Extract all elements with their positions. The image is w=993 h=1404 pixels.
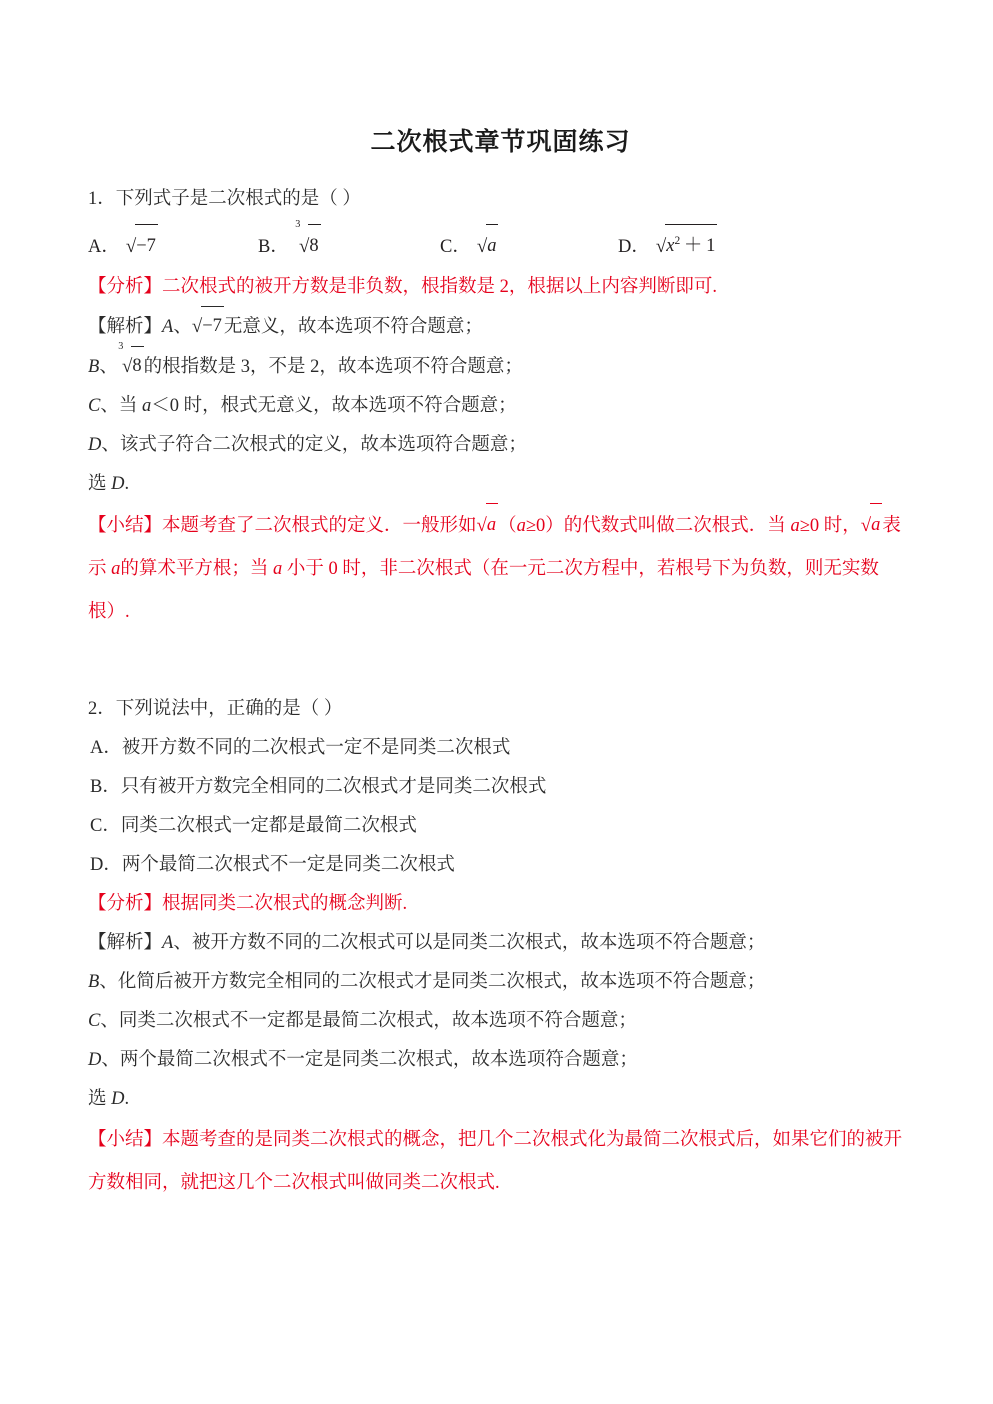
question-2-choices [88,729,913,885]
sqrt-icon: $√x^2 + 1$ [656,225,717,268]
solution-text-d: 该式子符合二次根式的定义，故本选项符合题意； [119,435,527,455]
solution-line-d [88,1041,913,1080]
choice-d[interactable]: D．两个最简二次根式不一定是同类二次根式 [90,855,455,875]
answer-letter: D [111,474,125,494]
solution-label: 【解析】 [88,933,163,953]
question-1-options [88,219,913,268]
summary-text: 本题考查的是同类二次根式的概念，把几个二次根式化为最简二次根式后，如果它们的被开方数相同，就把这几个二次根式叫做同类二次根式. [88,1130,903,1193]
question-1-stem-text: 下列式子是二次根式的是（ ） [115,189,361,209]
choice-b[interactable]: B．只有被开方数完全相同的二次根式才是同类二次根式 [90,777,547,797]
question-2-analysis [88,885,913,924]
solution-mark-a: A [162,933,174,953]
option-a-label: A． [88,237,120,257]
question-2-stem [88,690,913,729]
sqrt-icon: √a [861,504,883,548]
option-b[interactable] [258,218,440,268]
solution-text-b: 、化简后被开方数完全相同的二次根式才是同类二次根式，故本选项不符合题意； [99,972,766,992]
cube-root-icon: 3 √8 [118,347,144,387]
analysis-label: 【分析】 [88,894,163,914]
section-gap [88,634,913,690]
analysis-label: 【分析】 [88,277,163,297]
option-a-radicand: −7 [135,224,158,267]
solution-mark-c: C [88,1011,101,1031]
option-c-label: C． [440,237,471,257]
option-c-radicand: a [486,224,498,267]
summary-label: 【小结】 [88,1130,163,1150]
sqrt-icon: √a [477,504,499,548]
page-title: 二次根式章节巩固练习 [370,128,631,156]
solution-text-d: 、两个最简二次根式不一定是同类二次根式，故本选项符合题意； [101,1050,638,1070]
solution-text-a: 无意义，故本选项不符合题意； [223,317,483,337]
solution-mark-d: D [88,435,102,455]
solution-text-c: 、同类二次根式不一定都是最简二次根式，故本选项不符合题意； [100,1011,637,1031]
option-b-radicand: 8 [308,224,320,267]
solution-text-c: ＜0 时，根式无意义，故本选项不符合题意； [151,396,517,416]
question-2-solution [88,924,913,1119]
cube-root-icon: 3 √8 [295,225,321,268]
sqrt-icon: √a [477,225,499,268]
analysis-text: 二次根式的被开方数是非负数，根指数是 2，根据以上内容判断即可. [162,277,718,297]
question-1-summary: 【小结】本题考查了二次根式的定义．一般形如√a （a≥0）的代数式叫做二次根式．当 a≥0 时，√a 表示 a的算术平方根；当 a 小于 0 时，非二次根式（在一元二次方程中，若根号下为负数，则无实数根）. [88,504,913,634]
answer-letter: D [111,1089,125,1109]
question-1-block [88,158,913,634]
solution-line-d: D、该式子符合二次根式的定义，故本选项符合题意； [88,435,527,455]
question-1-solution [88,307,913,504]
choice-a[interactable]: A．被开方数不同的二次根式一定不是同类二次根式 [90,738,511,758]
option-d[interactable] [618,225,788,268]
solution-label: 【解析】 [88,317,163,337]
choice-c[interactable]: C．同类二次根式一定都是最简二次根式 [90,816,417,836]
question-2-summary [88,1119,913,1205]
sqrt-icon: √−7 [192,307,224,347]
solution-line-a [88,924,913,963]
option-d-label: D． [618,237,650,257]
solution-line-b [88,963,913,1002]
question-2-number: 2． [88,699,116,719]
option-c[interactable] [440,225,618,268]
solution-mark-b: B [88,972,100,992]
analysis-text: 根据同类二次根式的概念判断. [162,894,408,914]
option-b-index: 3 [295,218,301,230]
summary-label: 【小结】 [88,516,163,536]
question-2-answer: 选 D. [88,1089,130,1109]
question-1-answer: 选 D. [88,474,130,494]
option-a[interactable] [88,225,258,268]
solution-text-b: 的根指数是 3，不是 2，故本选项不符合题意； [143,357,523,377]
question-2-stem-text: 下列说法中，正确的是（ ） [115,699,343,719]
solution-mark-a: A [162,317,174,337]
solution-mark-d: D [88,1050,102,1070]
solution-mark-c: C [88,396,101,416]
solution-line-a: 【解析】A、√−7 无意义，故本选项不符合题意； [88,307,913,347]
solution-text-a: 、被开方数不同的二次根式可以是同类二次根式，故本选项不符合题意； [173,933,766,953]
question-1-analysis [88,268,913,307]
option-b-label: B． [258,237,289,257]
question-1-stem [88,158,913,219]
sqrt-icon: √−7 [126,225,158,268]
solution-line-c [88,1002,913,1041]
question-2-block [88,690,913,1205]
solution-line-b: B、 3 √8 的根指数是 3，不是 2，故本选项不符合题意； [88,347,913,387]
solution-mark-b: B [88,357,100,377]
solution-line-c: C、当 a＜0 时，根式无意义，故本选项不符合题意； [88,396,517,416]
question-1-number: 1． [88,189,116,209]
